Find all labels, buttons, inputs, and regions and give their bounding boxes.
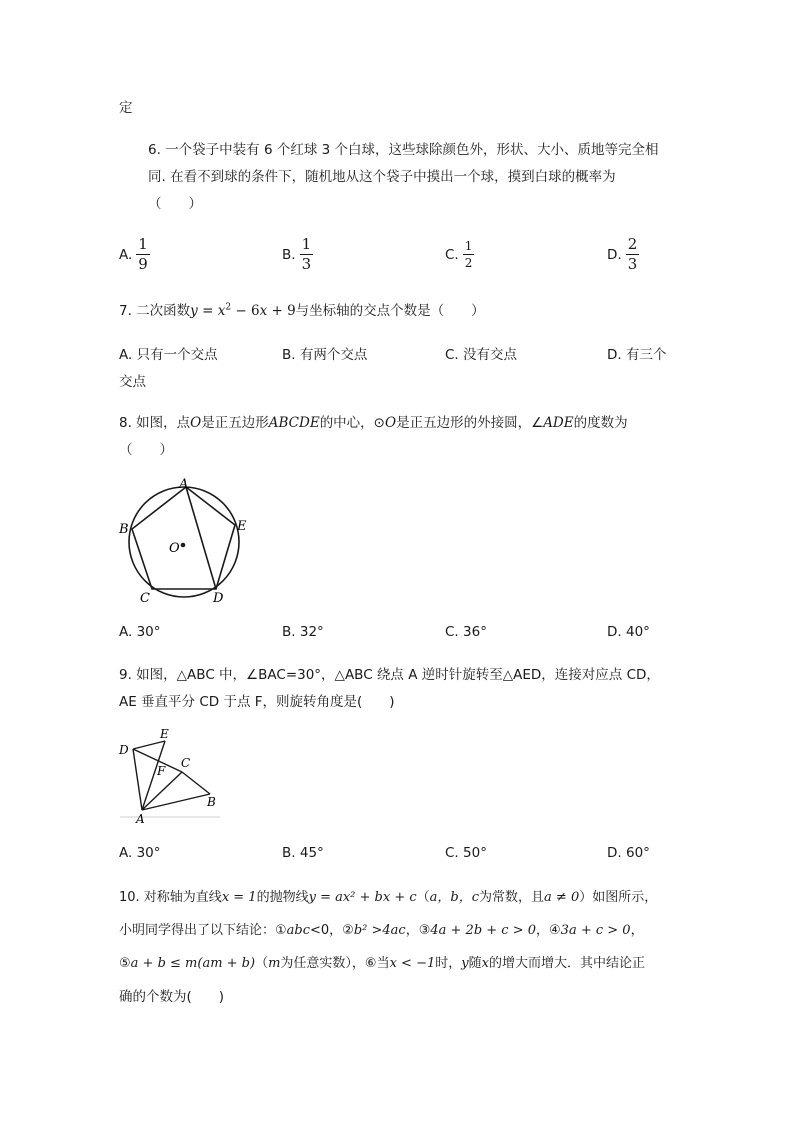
q10-math: x = 1	[221, 890, 257, 905]
q8-stem	[119, 411, 628, 431]
q10-text: 时，	[435, 956, 462, 971]
q6-option-b[interactable]	[282, 237, 313, 272]
label-d: D	[213, 591, 224, 606]
option-text: 50°	[463, 845, 487, 861]
segment-ad	[133, 749, 142, 810]
circle-o: O	[385, 415, 397, 431]
segment-ab	[142, 794, 210, 810]
q7-option-d-wrap: 交点	[119, 374, 146, 390]
q7-option-b[interactable]	[282, 343, 367, 363]
option-label: D.	[607, 845, 622, 861]
q10-math: a ≠ 0	[544, 890, 580, 905]
q10-line4: 确的个数为( )	[119, 989, 225, 1005]
q9-option-d[interactable]	[607, 845, 650, 861]
option-label: C.	[445, 246, 459, 263]
q10-text: ）如图所示，	[579, 890, 658, 905]
option-label: A.	[119, 845, 133, 861]
option-text: 只有一个交点	[136, 347, 218, 363]
q9-line2: AE 垂直平分 CD 于点 F，则旋转角度是( )	[119, 694, 395, 710]
option-label: C.	[445, 845, 459, 861]
segment-ad	[186, 487, 216, 589]
q7-suffix: 与坐标轴的交点个数是（ ）	[295, 303, 485, 319]
pentagon	[132, 487, 235, 589]
label-o: O	[169, 541, 180, 556]
option-text: 32°	[299, 624, 324, 640]
q10-line1	[119, 886, 657, 905]
q9-option-b[interactable]	[282, 845, 324, 861]
q10-text: 为常数，且	[479, 890, 545, 905]
q10-line3	[119, 952, 645, 971]
q8-option-a[interactable]	[119, 624, 161, 640]
fraction	[626, 237, 640, 272]
option-text: 60°	[625, 845, 650, 861]
q8-option-d[interactable]	[607, 624, 650, 640]
option-label: B.	[282, 246, 296, 263]
formula-x: x	[259, 303, 268, 319]
q8-paren: （ ）	[119, 442, 173, 458]
denominator: 3	[301, 255, 312, 273]
q9-option-c[interactable]	[445, 845, 487, 861]
q10-math: a，b，c	[429, 890, 480, 905]
q10-math: a + b ≤ m(am + b)	[130, 956, 256, 971]
q6-option-c[interactable]	[445, 240, 474, 269]
option-label: A.	[119, 624, 133, 640]
q7-option-d[interactable]	[607, 343, 666, 363]
option-label: C.	[445, 624, 459, 640]
option-text: 30°	[136, 624, 161, 640]
label-e: E	[160, 727, 169, 741]
label-c: C	[181, 756, 191, 770]
q10-math: 3a + c > 0	[560, 923, 631, 938]
q9-line1: 9. 如图，△ABC 中，∠BAC=30°，△ABC 绕点 A 逆时针旋转至△AED，连接对应点 CD，	[119, 667, 660, 683]
q10-text: ⑤	[119, 956, 131, 971]
point-o: O	[190, 415, 202, 431]
label-b: B	[119, 522, 129, 537]
option-text: 40°	[625, 624, 650, 640]
q10-text: （	[255, 956, 269, 971]
segment-de	[133, 741, 165, 749]
q10-text: 为任意实数），⑥当	[280, 956, 390, 971]
fraction	[300, 237, 314, 272]
option-label: B.	[282, 347, 296, 363]
q10-math: abc	[286, 923, 311, 938]
continuation-text: 定	[119, 100, 133, 116]
fraction	[136, 237, 150, 272]
option-text: 30°	[136, 845, 161, 861]
label-b: B	[207, 795, 216, 809]
q10-text: <0，②	[310, 923, 354, 938]
option-text: 没有交点	[463, 347, 518, 363]
option-text: 有两个交点	[299, 347, 368, 363]
label-a: A	[136, 812, 145, 824]
option-text: 36°	[463, 624, 487, 640]
label-d: D	[119, 743, 129, 757]
center-dot	[181, 543, 186, 548]
q7-stem	[119, 299, 485, 319]
numerator: 2	[627, 235, 638, 253]
q8-text: 是正五边形的外接圆，∠	[396, 415, 544, 431]
fraction	[463, 240, 475, 269]
formula-end: + 9	[267, 303, 296, 319]
q10-text: 的增大而增大．其中结论正	[488, 956, 645, 971]
formula-eq: =	[197, 303, 218, 319]
option-label: D.	[607, 347, 622, 363]
q6-option-a[interactable]	[119, 237, 150, 272]
q8-text: 8. 如图，点	[119, 415, 191, 431]
option-label: B.	[282, 845, 296, 861]
q6-paren: （ ）	[148, 196, 202, 212]
q10-math: m	[268, 956, 281, 971]
q9-option-a[interactable]	[119, 845, 161, 861]
q10-text: 10. 对称轴为直线	[119, 890, 222, 905]
denominator: 3	[627, 255, 638, 273]
option-text: 有三个	[625, 347, 667, 363]
q8-text: 的中心，⊙	[319, 415, 385, 431]
numerator: 1	[464, 239, 473, 253]
q10-text: ，④	[536, 923, 561, 938]
circumscribed-circle	[129, 487, 239, 597]
q10-text: （	[416, 890, 430, 905]
pentagon-name: ABCDE	[268, 415, 320, 431]
q10-math: x < −1	[389, 956, 436, 971]
q10-math: y	[461, 956, 469, 971]
q6-line1: 6. 一个袋子中装有 6 个红球 3 个白球，这些球除颜色外，形状、大小、质地等完全相	[148, 142, 659, 158]
q10-text: ，③	[405, 923, 431, 938]
q8-pentagon-figure	[115, 474, 255, 606]
label-c: C	[140, 591, 150, 606]
formula-x: x	[217, 303, 226, 319]
formula-exponent: 2	[225, 302, 232, 313]
q10-math: x	[481, 956, 489, 971]
label-e: E	[237, 519, 247, 534]
q10-text: 随	[468, 956, 482, 971]
option-label: C.	[445, 347, 459, 363]
q8-option-c[interactable]	[445, 624, 487, 640]
numerator: 1	[301, 235, 312, 253]
label-f: F	[157, 764, 166, 778]
q8-option-b[interactable]	[282, 624, 324, 640]
formula-y: y	[190, 303, 198, 319]
q10-line2	[119, 919, 644, 938]
option-label: D.	[607, 624, 622, 640]
denominator: 9	[138, 255, 148, 273]
q9-rotation-figure	[115, 724, 225, 824]
formula-mid: − 6	[231, 303, 260, 319]
numerator: 1	[138, 235, 148, 253]
q10-math: y = ax² + bx + c	[308, 890, 417, 905]
q10-text: 的抛物线	[256, 890, 309, 905]
q10-text: ，	[630, 923, 644, 938]
option-label: A.	[119, 246, 133, 263]
q7-prefix: 7. 二次函数	[119, 303, 191, 319]
segment-cb	[182, 772, 210, 794]
q10-text: 小明同学得出了以下结论：①	[119, 923, 287, 938]
q7-option-a[interactable]	[119, 343, 218, 363]
denominator: 2	[464, 256, 473, 270]
option-text: 45°	[299, 845, 324, 861]
q6-line2: 同. 在看不到球的条件下，随机地从这个袋子中摸出一个球，摸到白球的概率为	[148, 169, 616, 185]
q8-text: 是正五边形	[201, 415, 269, 431]
option-label: B.	[282, 624, 296, 640]
q10-math: 4a + 2b + c > 0	[430, 923, 537, 938]
option-label: D.	[607, 246, 622, 263]
q7-option-c[interactable]	[445, 343, 517, 363]
label-a: A	[179, 477, 189, 492]
q6-option-d[interactable]	[607, 237, 639, 272]
option-label: A.	[119, 347, 133, 363]
angle-name: ADE	[543, 415, 574, 431]
q8-text: 的度数为	[573, 415, 628, 431]
q10-math: b² >4ac	[353, 923, 406, 938]
